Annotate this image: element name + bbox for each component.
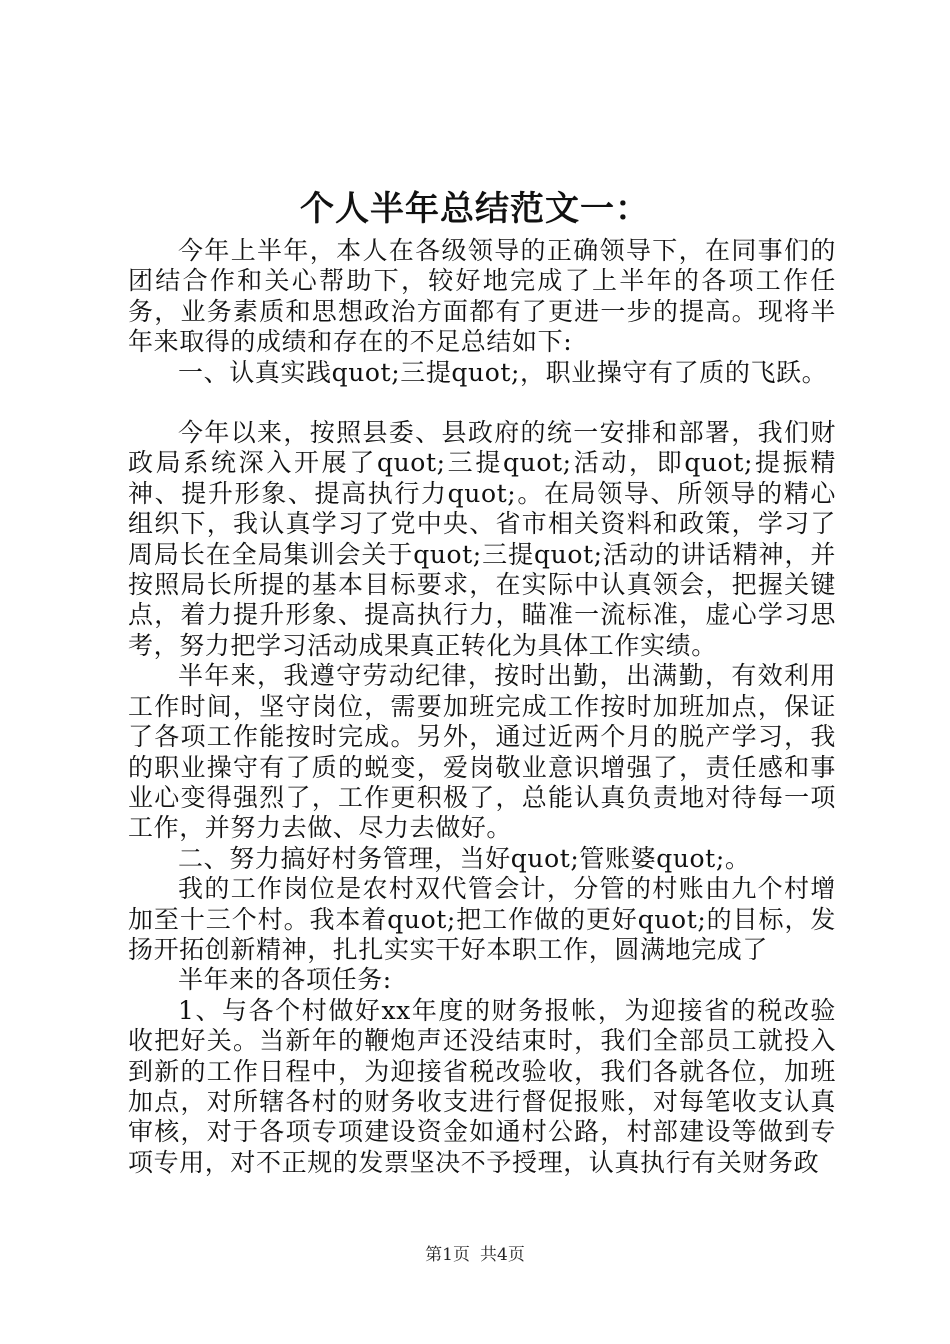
document-title: 个人半年总结范文一： (300, 189, 650, 229)
page-number: 第1页 (425, 1245, 470, 1265)
page-total: 共4页 (480, 1245, 525, 1265)
document-body (128, 236, 836, 1178)
paragraph-post: 我的工作岗位是农村双代管会计，分管的村账由九个村增加至十三个村。我本着quot;把工作做的更好quot;的目标，发扬开拓创新精神，扎扎实实干好本职工作，圆满地完成了 (128, 874, 836, 964)
page-footer (0, 1243, 950, 1267)
paragraph-discipline: 半年来，我遵守劳动纪律，按时出勤，出满勤，有效利用工作时间，坚守岗位，需要加班完成工作按时加班加点，保证了各项工作能按时完成。另外，通过近两个月的脱产学习，我的职业操守有了质的蜕变，爱岗敬业意识增强了，责任感和事业心变得强烈了，工作更积极了，总能认真负责地对待每一项工作，并努力去做、尽力去做好。 (128, 661, 836, 843)
paragraph-tasks-heading: 半年来的各项任务: (178, 965, 392, 995)
paragraph-intro: 今年上半年，本人在各级领导的正确领导下，在同事们的团结合作和关心帮助下，较好地完成了上半年的各项工作任务，业务素质和思想政治方面都有了更进一步的提高。现将半年来取得的成绩和存在的不足总结如下: (128, 236, 836, 357)
section-heading-one: 一、认真实践quot;三提quot;，职业操守有了质的飞跃。 (178, 357, 828, 387)
section-heading-two: 二、努力搞好村务管理，当好quot;管账婆quot;。 (178, 843, 751, 873)
paragraph-task-one: 1、与各个村做好xx年度的财务报帐，为迎接省的税改验收把好关。当新年的鞭炮声还没结束时，我们全部员工就投入到新的工作日程中，为迎接省税改验收，我们各就各位，加班加点，对所辖各村的财务收支进行督促报账，对每笔收支认真审核，对于各项专项建设资金如通村公路，村部建设等做到专项专用，对不正规的发票坚决不予授理，认真执行有关财务政 (128, 995, 836, 1177)
paragraph-three-ti: 今年以来，按照县委、县政府的统一安排和部署，我们财政局系统深入开展了quot;三提quot;活动，即quot;提振精神、提升形象、提高执行力quot;。在局领导、所领导的精心组织下，我认真学习了党中央、省市相关资料和政策，学习了周局长在全局集训会关于quot;三提quot;活动的讲话精神，并按照局长所提的基本目标要求，在实际中认真领会，把握关键点，着力提升形象、提高执行力，瞄准一流标准，虚心学习思考，努力把学习活动成果真正转化为具体工作实绩。 (128, 418, 836, 660)
paragraph-gap (128, 388, 836, 418)
